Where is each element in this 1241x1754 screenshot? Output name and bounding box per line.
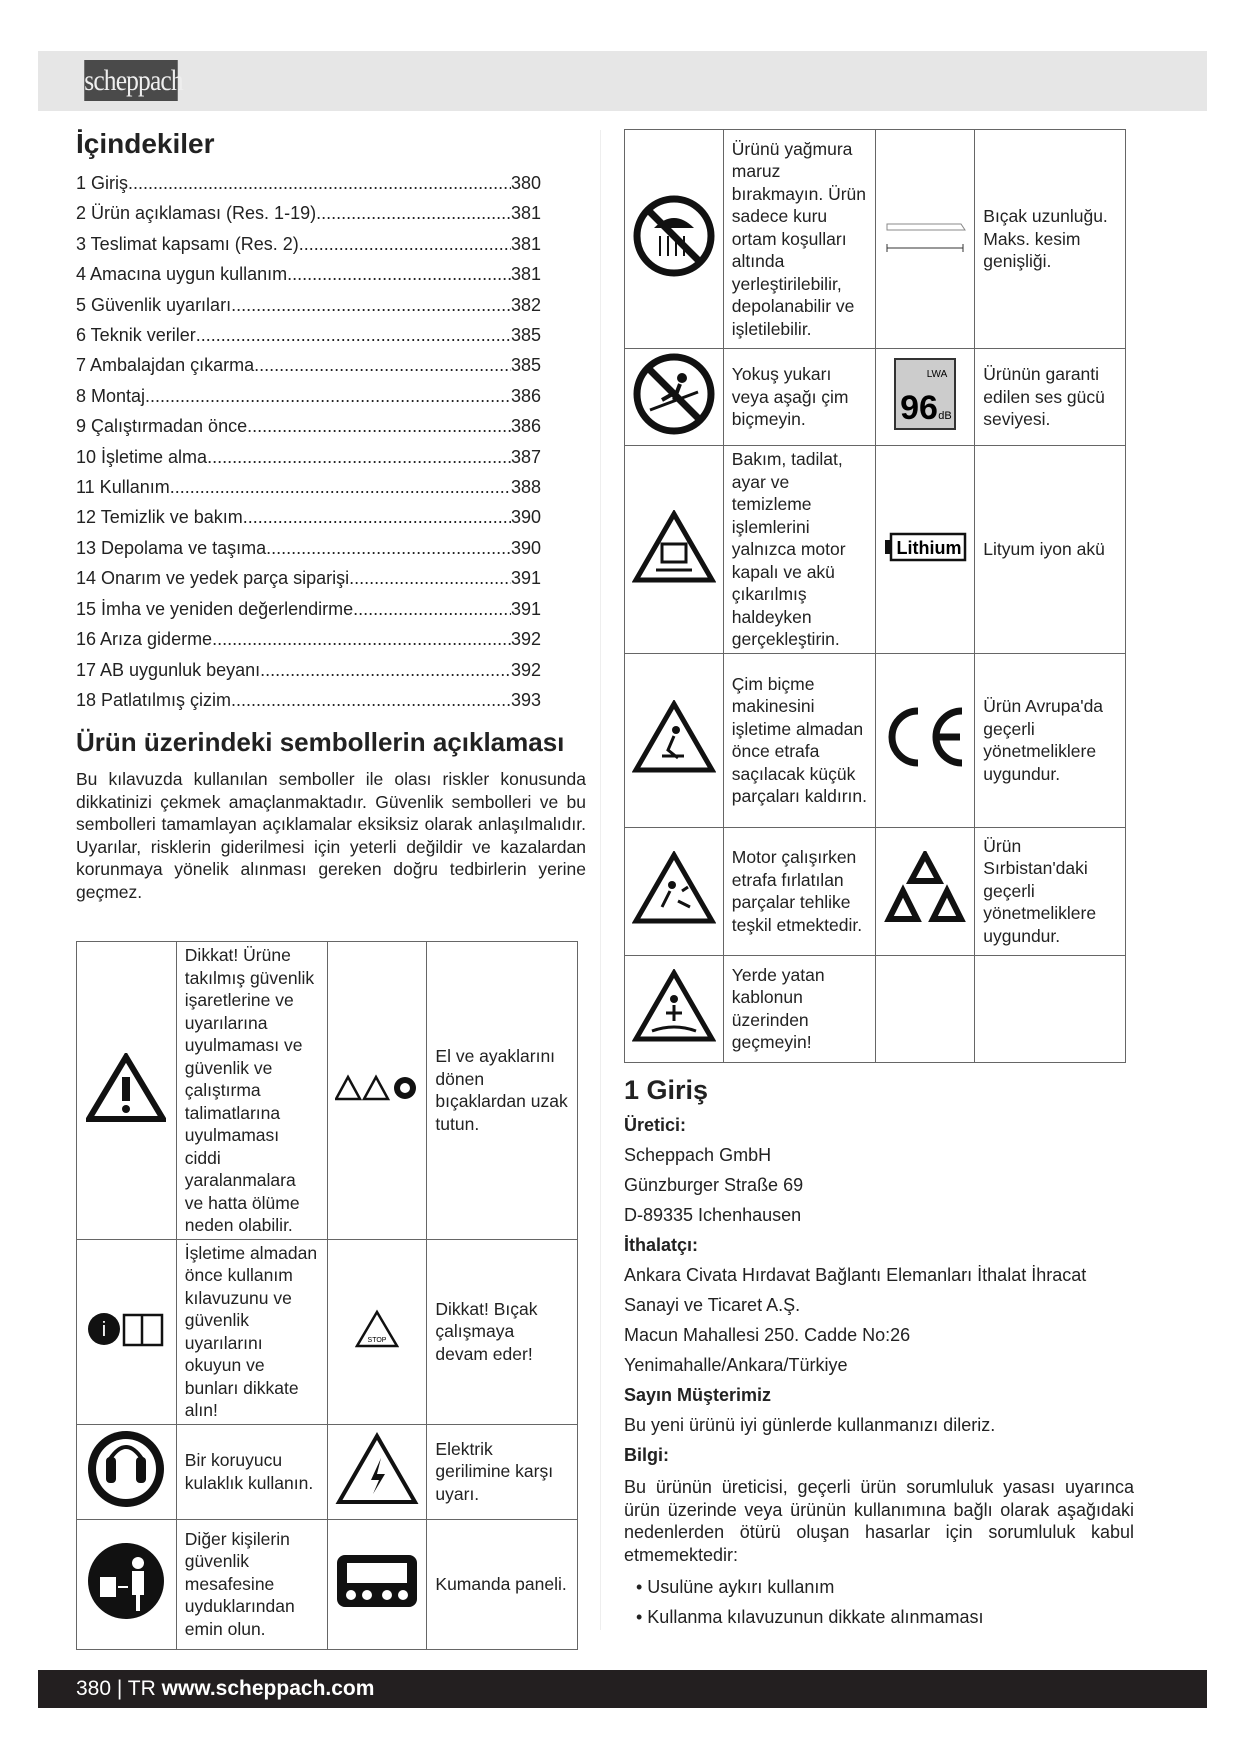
symbol-desc: Ürün Sırbistan'daki geçerli yönetmeliklere uygundur. bbox=[975, 827, 1126, 955]
symbols-title: Ürün üzerindeki sembollerin açıklaması bbox=[76, 727, 565, 758]
toc-page: 388 bbox=[510, 477, 541, 498]
toc-entry-title: 8 Montaj bbox=[76, 385, 146, 406]
toc-entry-title: 18 Patlatılmış çizim bbox=[76, 689, 232, 710]
toc-entry-title: 6 Teknik veriler bbox=[76, 325, 196, 346]
no-rain-icon bbox=[625, 130, 724, 349]
left-column bbox=[76, 128, 586, 903]
toc-page: 390 bbox=[510, 507, 541, 528]
toc-entry-title: 3 Teslimat kapsamı (Res. 2) bbox=[76, 233, 299, 254]
toc-dots bbox=[260, 655, 511, 685]
manufacturer-line: Günzburger Straße 69 bbox=[624, 1175, 804, 1195]
toc-entry-title: 13 Depolama ve taşıma bbox=[76, 537, 267, 558]
toc-dots bbox=[231, 290, 511, 320]
control-panel-icon bbox=[327, 1519, 427, 1649]
symbol-desc: Diğer kişilerin güvenlik mesafesine uyduklarından emin olun. bbox=[176, 1519, 327, 1649]
toc-entry[interactable] bbox=[76, 533, 541, 563]
toc-entry[interactable] bbox=[76, 411, 541, 441]
svg-text:LWA: LWA bbox=[927, 369, 948, 381]
greeting-label: Sayın Müşterimiz bbox=[624, 1385, 772, 1405]
toc-entry[interactable] bbox=[76, 685, 541, 715]
symbol-desc: Lityum iyon akü bbox=[975, 446, 1126, 654]
toc-entry-title: 11 Kullanım bbox=[76, 477, 170, 498]
toc-page: 391 bbox=[510, 568, 541, 589]
toc-page: 380 bbox=[510, 173, 541, 193]
toc-dots bbox=[231, 685, 511, 715]
toc-entry-title: 15 İmha ve yeniden değerlendirme bbox=[76, 598, 354, 619]
toc-entry-title: 10 İşletime alma bbox=[76, 446, 208, 467]
rotating-blade-warning-icons bbox=[327, 942, 427, 1240]
toc-dots bbox=[353, 594, 511, 624]
toc-entry[interactable] bbox=[76, 655, 541, 685]
toc-entry[interactable] bbox=[76, 350, 541, 380]
maintenance-warning-icon bbox=[625, 446, 724, 654]
lithium-battery-icon bbox=[876, 446, 975, 654]
ear-protection-icon bbox=[77, 1424, 177, 1519]
symbol-desc: Kumanda paneli. bbox=[427, 1519, 578, 1649]
symbol-desc: Bir koruyucu kulaklık kullanın. bbox=[176, 1424, 327, 1519]
toc-entry-title: 4 Amacına uygun kullanım bbox=[76, 264, 288, 285]
toc-entry[interactable] bbox=[76, 198, 541, 228]
svg-text:96: 96 bbox=[900, 389, 939, 428]
toc-entry[interactable] bbox=[76, 563, 541, 593]
safety-distance-icon bbox=[77, 1519, 177, 1649]
cable-warning-icon bbox=[625, 955, 724, 1062]
toc-entry-title: 5 Güvenlik uyarıları bbox=[76, 294, 232, 315]
toc-entry-title: 9 Çalıştırmadan önce bbox=[76, 416, 248, 437]
toc-page: 386 bbox=[510, 416, 541, 437]
right-symbol-table bbox=[624, 129, 1126, 1063]
website-link[interactable]: www.scheppach.com bbox=[161, 1677, 375, 1700]
info-text: Bu ürünün üreticisi, geçerli ürün sorumluluk yasası uyarınca ürün üzerinde veya ürünün kullanımına bağlı olarak aşağıdaki nedenlerden ötürü oluşan hasarlar için sorumluluk kabul etmemektedir: bbox=[624, 1477, 1134, 1565]
column-divider bbox=[600, 130, 601, 1630]
toc-title: İçindekiler bbox=[76, 128, 215, 159]
toc-page: 387 bbox=[510, 446, 541, 467]
blade-length-icon bbox=[876, 130, 975, 349]
toc-page: 381 bbox=[510, 203, 541, 224]
toc-entry-title: 2 Ürün açıklaması (Res. 1-19) bbox=[76, 203, 317, 224]
toc-entry-title: 12 Temizlik ve bakım bbox=[76, 507, 243, 528]
toc-page: 381 bbox=[510, 233, 541, 254]
toc-page: 390 bbox=[510, 537, 541, 558]
toc-dots bbox=[196, 320, 511, 350]
toc-entry-title: 1 Giriş bbox=[76, 173, 129, 193]
electric-voltage-icon bbox=[327, 1424, 427, 1519]
symbol-desc: Yokuş yukarı veya aşağı çim biçmeyin. bbox=[723, 349, 876, 446]
toc-dots bbox=[316, 198, 511, 228]
toc-page: 382 bbox=[510, 294, 541, 315]
empty-cell bbox=[876, 955, 975, 1062]
ce-mark-icon bbox=[876, 653, 975, 827]
symbol-desc: Ürünün garanti edilen ses gücü seviyesi. bbox=[975, 349, 1126, 446]
left-symbol-table bbox=[76, 941, 578, 1650]
toc-dots bbox=[170, 472, 511, 502]
page-number: 380 | TR bbox=[76, 1677, 162, 1700]
manufacturer-line: D-89335 Ichenhausen bbox=[624, 1205, 802, 1225]
svg-text:i: i bbox=[102, 1318, 107, 1341]
symbols-intro: Bu kılavuzda kullanılan semboller ile olası riskler konusunda dikkatinizi çekmek amaçlanmaktadır. Güvenlik sembolleri ve bu sembolleri tamamlayan açıklamalar eksiksiz olarak anlaşılmalıdır. Uyarılar, risklerin giderilmesi için yeterli değildir ve kazalardan korunmaya yönelik alınması gereken doğru tedbirlerin yerine geçmez. bbox=[76, 769, 586, 902]
symbol-desc: Motor çalışırken etrafa fırlatılan parçalar tehlike teşkil etmektedir. bbox=[723, 827, 876, 955]
remove-debris-icon bbox=[625, 653, 724, 827]
toc-entry[interactable] bbox=[76, 594, 541, 624]
manufacturer-line: Scheppach GmbH bbox=[624, 1145, 772, 1165]
bullet-item: • Kullanma kılavuzunun dikkate alınmaması bbox=[636, 1607, 984, 1627]
manufacturer-label: Üretici: bbox=[624, 1115, 687, 1135]
toc-page: 385 bbox=[510, 325, 541, 346]
toc-dots bbox=[266, 533, 511, 563]
scheppach-logo: scheppach bbox=[84, 60, 178, 101]
symbol-desc: Ürün Avrupa'da geçerli yönetmeliklere uygundur. bbox=[975, 653, 1126, 827]
sound-power-icon bbox=[876, 349, 975, 446]
greeting-text: Bu yeni ürünü iyi günlerde kullanmanızı dileriz. bbox=[624, 1415, 996, 1435]
toc-entry-title: 14 Onarım ve yedek parça siparişi bbox=[76, 568, 350, 589]
toc-dots bbox=[243, 502, 511, 532]
toc-entry[interactable] bbox=[76, 381, 541, 411]
toc-dots bbox=[212, 624, 511, 654]
toc-page: 392 bbox=[510, 659, 541, 680]
thrown-objects-icon bbox=[625, 827, 724, 955]
toc-page: 392 bbox=[510, 629, 541, 650]
symbol-desc: El ve ayaklarını dönen bıçaklardan uzak tutun. bbox=[427, 942, 578, 1240]
symbol-desc: Dikkat! Ürüne takılmış güvenlik işaretlerine ve uyarılarına uyulmaması ve güvenlik ve çalıştırma talimatlarına uyulmaması ciddi yaralanmalara ve hatta ölüme neden olabilir. bbox=[176, 942, 327, 1240]
toc-entry[interactable] bbox=[76, 502, 541, 532]
symbol-desc: İşletime almadan önce kullanım kılavuzunu ve güvenlik uyarılarını okuyun ve bunları dikkate alın! bbox=[176, 1239, 327, 1424]
importer-line: Yenimahalle/Ankara/Türkiye bbox=[624, 1355, 848, 1375]
toc-dots bbox=[299, 229, 511, 259]
toc-page: 393 bbox=[510, 689, 541, 710]
toc-page: 385 bbox=[510, 355, 541, 376]
toc-dots bbox=[247, 411, 511, 441]
symbol-desc: Yerde yatan kablonun üzerinden geçmeyin! bbox=[723, 955, 876, 1062]
toc-dots bbox=[254, 350, 511, 380]
symbol-desc: Elektrik gerilimine karşı uyarı. bbox=[427, 1424, 578, 1519]
intro-section bbox=[624, 1070, 1134, 1632]
section-title: 1 Giriş bbox=[624, 1075, 709, 1105]
svg-text:STOP: STOP bbox=[367, 1336, 387, 1344]
symbol-desc: Dikkat! Bıçak çalışmaya devam eder! bbox=[427, 1239, 578, 1424]
toc-dots bbox=[207, 442, 511, 472]
toc-entry[interactable] bbox=[76, 624, 541, 654]
toc-entry-title: 17 AB uygunluk beyanı bbox=[76, 659, 261, 680]
toc-entry[interactable] bbox=[76, 168, 541, 198]
symbol-desc: Bakım, tadilat, ayar ve temizleme işlemlerini yalnızca motor kapalı ve akü çıkarılmış haldeyken gerçekleştirin. bbox=[723, 446, 876, 654]
toc-entry-title: 7 Ambalajdan çıkarma bbox=[76, 355, 255, 376]
footer bbox=[38, 1670, 1207, 1708]
empty-cell bbox=[975, 955, 1126, 1062]
bullet-item: • Usulüne aykırı kullanım bbox=[636, 1577, 835, 1597]
toc-entry[interactable] bbox=[76, 442, 541, 472]
toc-entry[interactable] bbox=[76, 472, 541, 502]
symbol-desc: Çim biçme makinesini işletime almadan önce etrafa saçılacak küçük parçaları kaldırın. bbox=[723, 653, 876, 827]
importer-label: İthalatçı: bbox=[624, 1235, 699, 1255]
toc-entry[interactable] bbox=[76, 229, 541, 259]
svg-text:Lithium: Lithium bbox=[896, 537, 962, 558]
read-manual-icon bbox=[77, 1239, 177, 1424]
svg-text:dB: dB bbox=[938, 410, 953, 423]
toc-page: 386 bbox=[510, 385, 541, 406]
symbol-desc: Ürünü yağmura maruz bırakmayın. Ürün sadece kuru ortam koşulları altında yerleştirilebilir, depolanabilir ve işletilebilir. bbox=[723, 130, 876, 349]
toc-dots bbox=[287, 259, 511, 289]
serbia-conformity-icon bbox=[876, 827, 975, 955]
blade-runs-on-icon bbox=[327, 1239, 427, 1424]
toc-entry-title: 16 Arıza giderme bbox=[76, 629, 213, 650]
toc-dots bbox=[128, 168, 511, 198]
toc-page: 391 bbox=[510, 598, 541, 619]
toc-page: 381 bbox=[510, 264, 541, 285]
toc-entry[interactable] bbox=[76, 290, 541, 320]
importer-line: Ankara Civata Hırdavat Bağlantı Elemanları İthalat İhracat Sanayi ve Ticaret A.Ş. bbox=[624, 1265, 1087, 1315]
toc-entry[interactable] bbox=[76, 320, 541, 350]
symbol-desc: Bıçak uzunluğu. Maks. kesim genişliği. bbox=[975, 130, 1126, 349]
importer-line: Macun Mahallesi 250. Cadde No:26 bbox=[624, 1325, 911, 1345]
warning-triangle-icon bbox=[77, 942, 177, 1240]
no-slope-mowing-icon bbox=[625, 349, 724, 446]
info-label: Bilgi: bbox=[624, 1445, 669, 1465]
toc-dots bbox=[349, 563, 511, 593]
table-of-contents bbox=[76, 168, 586, 715]
header-band bbox=[38, 51, 1207, 111]
toc-dots bbox=[145, 381, 511, 411]
toc-entry[interactable] bbox=[76, 259, 541, 289]
